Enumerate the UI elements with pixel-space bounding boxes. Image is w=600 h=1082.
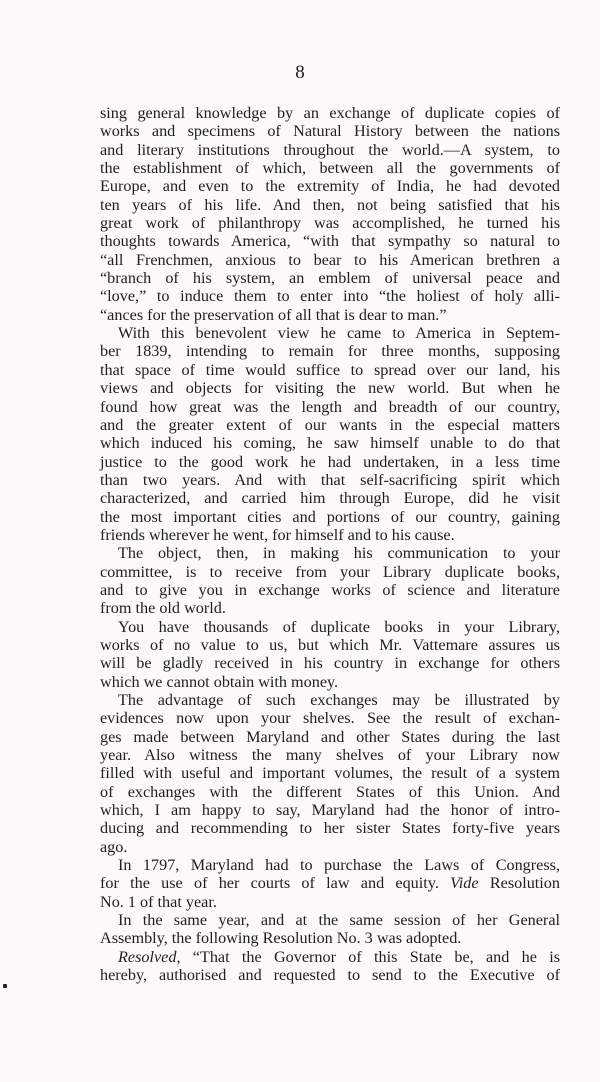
text-line: of exchanges with the different States of this Union. And bbox=[100, 782, 560, 801]
text-line: will be gladly received in his country in exchange for others bbox=[100, 654, 560, 673]
body-text bbox=[100, 104, 560, 985]
italic-word: Resolved bbox=[118, 947, 177, 966]
text-line: for the use of her courts of law and equity. Vide Resolution bbox=[100, 874, 560, 893]
text-line: ber 1839, intending to remain for three months, supposing bbox=[100, 342, 560, 361]
text-line: “all Frenchmen, anxious to bear to his American brethren a bbox=[100, 250, 560, 269]
text-line: thoughts towards America, “with that sympathy so natural to bbox=[100, 232, 560, 251]
text-line: With this benevolent view he came to America in Septem- bbox=[118, 324, 560, 343]
text-line: from the old world. bbox=[100, 599, 226, 618]
text-line: and to give you in exchange works of science and literature bbox=[100, 580, 560, 599]
text-line: than two years. And with that self-sacrificing spirit which bbox=[100, 470, 560, 489]
text-line: filled with useful and important volumes, the result of a system bbox=[100, 764, 560, 783]
text-line: ten years of his life. And then, not being satisfied that his bbox=[100, 195, 560, 214]
text-line: The object, then, in making his communication to your bbox=[118, 544, 560, 563]
text-line: which we cannot obtain with money. bbox=[100, 672, 339, 691]
text-line: “branch of his system, an emblem of universal peace and bbox=[100, 269, 560, 288]
text-line: characterized, and carried him through Europe, did he visit bbox=[100, 489, 560, 508]
text-line: and the greater extent of our wants in the especial matters bbox=[100, 415, 560, 434]
text-line: which, I am happy to say, Maryland had the honor of intro- bbox=[100, 801, 560, 820]
text-line: You have thousands of duplicate books in your Library, bbox=[118, 617, 560, 636]
text-line: ges made between Maryland and other States during the last bbox=[100, 727, 560, 746]
text-line: that space of time would suffice to spread over our land, his bbox=[100, 360, 560, 379]
text-line: justice to the good work he had undertaken, in a less time bbox=[100, 452, 560, 471]
text-line: Assembly, the following Resolution No. 3 was adopted. bbox=[100, 929, 462, 948]
text-line: “ances for the preservation of all that is dear to man.” bbox=[100, 305, 447, 324]
text-line: and literary institutions throughout the world.—A system, to bbox=[100, 140, 560, 159]
text-line: No. 1 of that year. bbox=[100, 892, 217, 911]
page-number: 8 bbox=[295, 62, 305, 83]
text-line: In the same year, and at the same session of her General bbox=[118, 911, 560, 930]
text-line: friends wherever he went, for himself and to his cause. bbox=[100, 525, 455, 544]
text-line: “love,” to induce them to enter into “the holiest of holy alli- bbox=[100, 287, 560, 306]
text-line: hereby, authorised and requested to send to the Executive of bbox=[100, 966, 560, 985]
text-line: sing general knowledge by an exchange of duplicate copies of bbox=[100, 104, 560, 122]
text-line: evidences now upon your shelves. See the result of exchan- bbox=[100, 709, 560, 728]
text-line: In 1797, Maryland had to purchase the Laws of Congress, bbox=[118, 856, 560, 875]
text-line: Resolved, “That the Governor of this State be, and he is bbox=[118, 947, 560, 966]
italic-word: Vide bbox=[450, 874, 479, 893]
text-line: found how great was the length and breadth of our country, bbox=[100, 397, 560, 416]
text-line: views and objects for visiting the new world. But when he bbox=[100, 379, 560, 398]
text-line: works and specimens of Natural History between the nations bbox=[100, 122, 560, 141]
text-line: ducing and recommending to her sister States forty-five years bbox=[100, 819, 560, 838]
text-line: works of no value to us, but which Mr. Vattemare assures us bbox=[100, 635, 560, 654]
text-line: which induced his coming, he saw himself unable to do that bbox=[100, 434, 560, 453]
text-line: year. Also witness the many shelves of your Library now bbox=[100, 746, 560, 765]
text-line: The advantage of such exchanges may be illustrated by bbox=[118, 691, 560, 709]
text-line: the establishment of which, between all the governments of bbox=[100, 159, 560, 178]
text-line: Europe, and even to the extremity of India, he had devoted bbox=[100, 177, 560, 196]
text-line: the most important cities and portions of our country, gaining bbox=[100, 507, 560, 526]
text-line: great work of philanthropy was accomplished, he turned his bbox=[100, 214, 560, 233]
text-line: ago. bbox=[100, 837, 128, 856]
text-line: committee, is to receive from your Library duplicate books, bbox=[100, 562, 560, 581]
scan-speck bbox=[3, 984, 7, 988]
